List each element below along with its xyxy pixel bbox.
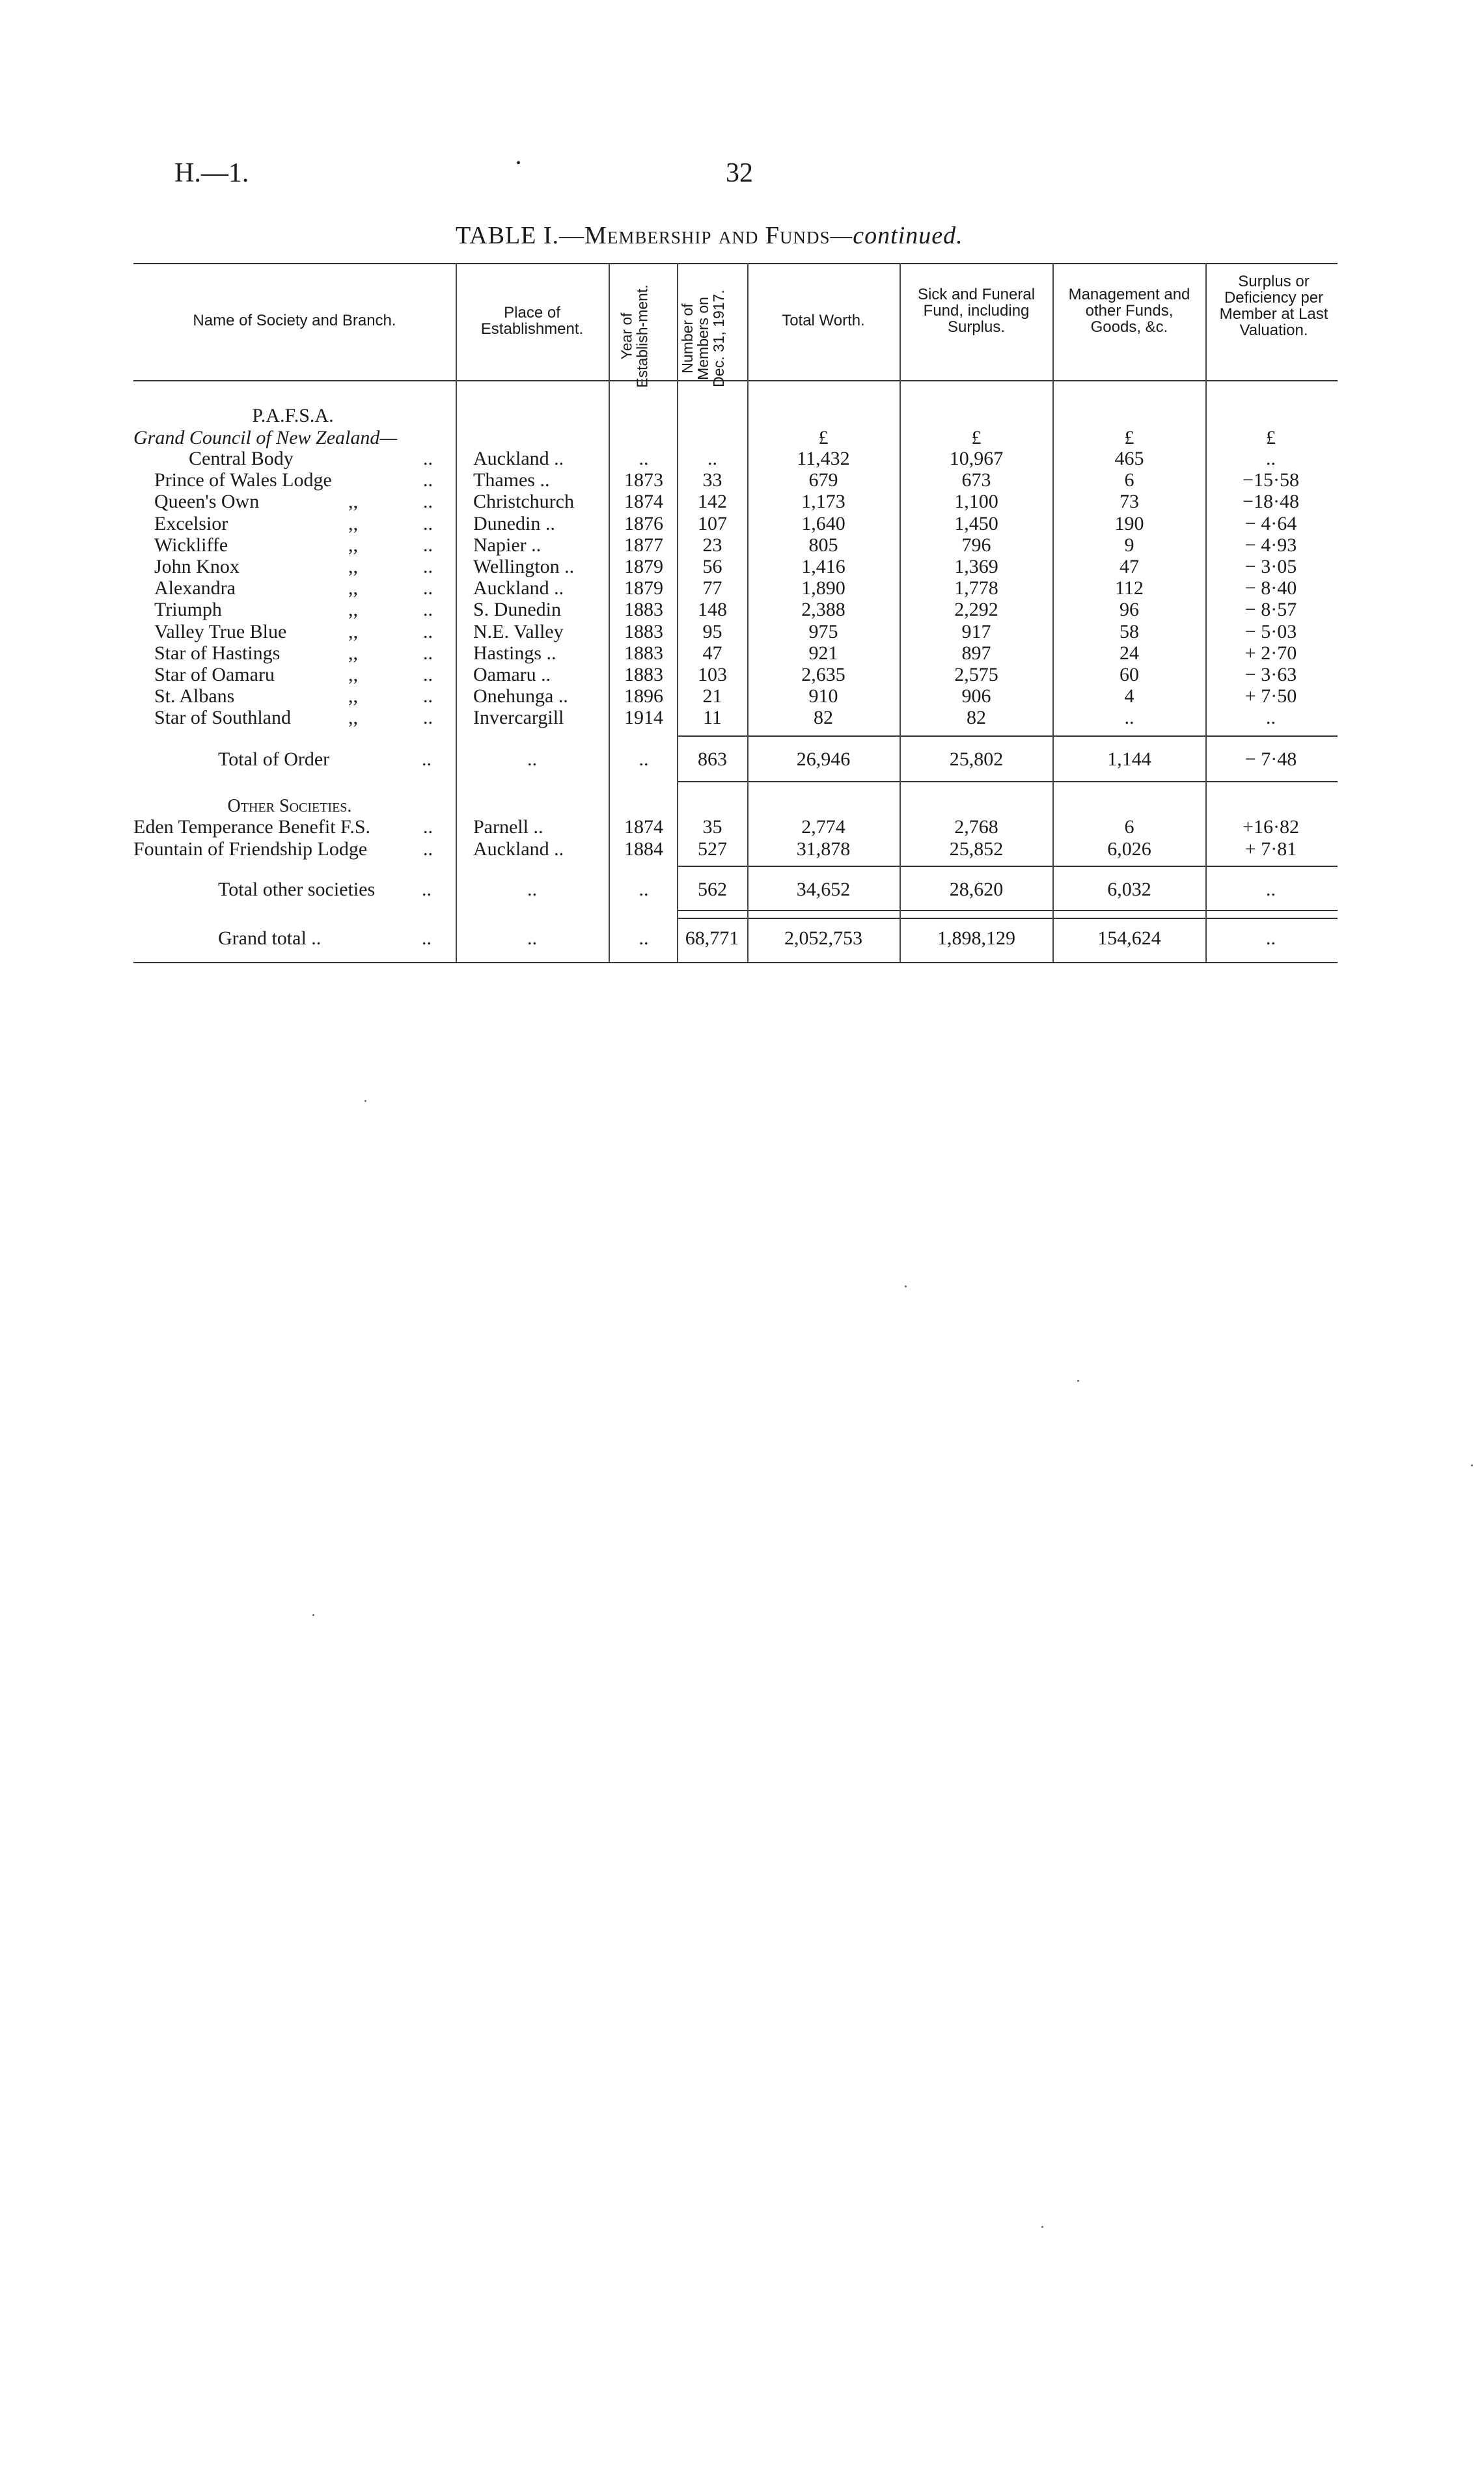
row-name: Star of Oamaru: [154, 664, 275, 685]
row-ditto: ,,: [348, 577, 358, 599]
row-total-worth: 805: [808, 534, 838, 556]
grand-total-label: Grand total ..: [218, 927, 322, 949]
row-surplus: ..: [1266, 707, 1276, 729]
rule-total-order-top: [677, 735, 1338, 737]
row-year: 1883: [624, 620, 663, 642]
col-divider-2: [609, 263, 610, 962]
row-name: Fountain of Friendship Lodge: [133, 838, 368, 860]
total-order-members: 863: [698, 748, 727, 770]
row-members: 95: [702, 620, 722, 642]
row-name: John Knox: [154, 556, 240, 577]
total-other-total-worth: 34,652: [796, 879, 851, 900]
row-members: 11: [703, 707, 722, 729]
grand-total-total-worth: 2,052,753: [784, 927, 862, 949]
header-name: Name of Society and Branch.: [193, 312, 396, 329]
currency-surplus: £: [1266, 427, 1276, 448]
row-management: 73: [1120, 491, 1139, 513]
col-divider-1: [456, 263, 457, 962]
row-surplus: +16·82: [1243, 816, 1299, 838]
row-year: 1877: [624, 534, 663, 556]
row-name: Valley True Blue: [154, 620, 287, 642]
print-mark: •: [516, 156, 521, 171]
grand-total-place: ..: [527, 927, 537, 949]
row-lead: ..: [423, 599, 433, 621]
total-order-place: ..: [527, 748, 537, 770]
row-name: Triumph: [154, 599, 222, 621]
grand-total-sick-fund: 1,898,129: [937, 927, 1015, 949]
row-total-worth: 2,774: [801, 816, 845, 838]
row-place: Auckland ..: [473, 448, 564, 469]
row-place: Wellington ..: [473, 556, 575, 577]
row-ditto: ,,: [348, 556, 358, 577]
row-lead: ..: [423, 512, 433, 534]
total-order-management: 1,144: [1107, 748, 1151, 770]
row-management: 190: [1114, 512, 1144, 534]
row-name: Central Body: [189, 448, 294, 469]
header-members: Number of Members on Dec. 31, 1917.: [679, 290, 727, 387]
row-year: 1876: [624, 512, 663, 534]
row-total-worth: 975: [808, 620, 838, 642]
row-total-worth: 11,432: [797, 448, 850, 469]
row-sick-fund: 673: [961, 469, 991, 491]
row-management: 96: [1120, 599, 1139, 621]
row-management: 112: [1115, 577, 1144, 599]
currency-management: £: [1124, 427, 1134, 448]
row-total-worth: 2,635: [801, 664, 845, 685]
currency-total-worth: £: [818, 427, 829, 448]
scan-speck: [312, 1614, 314, 1616]
total-order-lead: ..: [422, 748, 432, 770]
row-name: Wickliffe: [154, 534, 228, 556]
row-name: St. Albans: [154, 685, 235, 707]
row-sick-fund: 2,768: [954, 816, 998, 838]
row-place: S. Dunedin: [473, 599, 561, 621]
grand-total-management: 154,624: [1097, 927, 1161, 949]
header-management: Management and other Funds, Goods, &c.: [1068, 286, 1190, 336]
total-other-sick-fund: 28,620: [949, 879, 1004, 900]
row-year: 1879: [624, 556, 663, 577]
row-name: Star of Hastings: [154, 642, 281, 664]
row-year: 1914: [624, 707, 663, 729]
total-other-members: 562: [698, 879, 727, 900]
row-sick-fund: 1,450: [954, 512, 998, 534]
row-total-worth: 1,173: [801, 491, 845, 513]
row-ditto: ,,: [348, 707, 358, 729]
row-place: Onehunga ..: [473, 685, 568, 707]
row-year: 1874: [624, 491, 663, 513]
row-total-worth: 2,388: [801, 599, 845, 621]
row-name: Star of Southland: [154, 707, 291, 729]
total-other-label: Total other societies: [218, 879, 376, 900]
row-lead: ..: [423, 685, 433, 707]
row-members: 23: [702, 534, 722, 556]
row-members: 33: [702, 469, 722, 491]
row-place: Dunedin ..: [473, 512, 555, 534]
row-management: 24: [1120, 642, 1139, 664]
table-title-suffix: —continued.: [830, 222, 963, 249]
row-lead: ..: [423, 838, 433, 860]
row-place: N.E. Valley: [473, 620, 564, 642]
row-ditto: ,,: [348, 534, 358, 556]
row-year: 1883: [624, 664, 663, 685]
row-surplus: − 4·93: [1244, 534, 1297, 556]
row-ditto: ,,: [348, 620, 358, 642]
col-divider-5: [900, 263, 901, 962]
section-title-other: Other Societies.: [227, 796, 352, 816]
row-name: Excelsior: [154, 512, 228, 534]
section-title-pafsa: P.A.F.S.A.: [252, 405, 334, 426]
total-other-management: 6,032: [1107, 879, 1151, 900]
row-year: 1883: [624, 599, 663, 621]
scan-speck: [1471, 1464, 1473, 1466]
row-ditto: ,,: [348, 664, 358, 685]
row-surplus: − 4·64: [1244, 512, 1297, 534]
row-surplus: + 7·81: [1244, 838, 1297, 860]
total-other-lead: ..: [422, 879, 432, 900]
row-total-worth: 1,416: [801, 556, 845, 577]
row-lead: ..: [423, 642, 433, 664]
row-lead: ..: [423, 816, 433, 838]
page-number: 32: [726, 158, 753, 188]
row-total-worth: 1,890: [801, 577, 845, 599]
row-surplus: −15·58: [1243, 469, 1299, 491]
row-lead: ..: [423, 664, 433, 685]
row-surplus: ..: [1266, 448, 1276, 469]
grand-total-members: 68,771: [685, 927, 739, 949]
scan-speck: [364, 1100, 366, 1102]
rule-top: [133, 263, 1338, 264]
row-ditto: ,,: [348, 642, 358, 664]
row-members: 527: [698, 838, 727, 860]
currency-sick-fund: £: [971, 427, 982, 448]
row-sick-fund: 10,967: [949, 448, 1004, 469]
row-sick-fund: 2,292: [954, 599, 998, 621]
row-year: 1873: [624, 469, 663, 491]
row-surplus: − 3·05: [1244, 556, 1297, 577]
row-place: Auckland ..: [473, 838, 564, 860]
row-members: 56: [702, 556, 722, 577]
row-management: 465: [1114, 448, 1144, 469]
row-name: Eden Temperance Benefit F.S.: [133, 816, 370, 838]
row-management: 47: [1120, 556, 1139, 577]
row-lead: ..: [423, 620, 433, 642]
rule-total-other-top: [677, 866, 1338, 867]
row-place: Thames ..: [473, 469, 550, 491]
row-management: 6,026: [1107, 838, 1151, 860]
scan-speck: [1077, 1380, 1079, 1382]
total-other-year: ..: [639, 879, 649, 900]
row-lead: ..: [423, 534, 433, 556]
col-divider-3: [677, 263, 678, 962]
row-management: ..: [1124, 707, 1134, 729]
row-members: 35: [702, 816, 722, 838]
row-management: 6: [1124, 469, 1134, 491]
grand-total-lead: ..: [422, 927, 432, 949]
scan-speck: [1041, 2226, 1043, 2228]
col-divider-7: [1205, 263, 1207, 962]
row-surplus: −18·48: [1243, 491, 1299, 513]
row-lead: ..: [423, 469, 433, 491]
row-management: 58: [1120, 620, 1139, 642]
header-sick-fund: Sick and Funeral Fund, including Surplus.: [917, 286, 1036, 336]
rule-grand-total-top: [677, 918, 1338, 919]
page-reference: H.—1.: [174, 158, 249, 188]
row-sick-fund: 796: [961, 534, 991, 556]
row-total-worth: 910: [808, 685, 838, 707]
row-place: Hastings ..: [473, 642, 556, 664]
row-lead: ..: [423, 491, 433, 513]
row-sick-fund: 2,575: [954, 664, 998, 685]
row-place: Invercargill: [473, 707, 564, 729]
row-place: Napier ..: [473, 534, 542, 556]
row-members: 77: [702, 577, 722, 599]
row-sick-fund: 906: [961, 685, 991, 707]
row-lead: ..: [423, 707, 433, 729]
row-sick-fund: 1,369: [954, 556, 998, 577]
row-total-worth: 679: [808, 469, 838, 491]
total-other-place: ..: [527, 879, 537, 900]
row-members: 148: [698, 599, 727, 621]
total-other-surplus: ..: [1266, 879, 1276, 900]
row-surplus: − 3·63: [1244, 664, 1297, 685]
header-surplus: Surplus or Deficiency per Member at Last Valuation.: [1219, 273, 1328, 339]
row-year: 1884: [624, 838, 663, 860]
row-ditto: ,,: [348, 599, 358, 621]
total-order-label: Total of Order: [218, 748, 330, 770]
rule-total-other-bottom: [677, 910, 1338, 911]
section-subtitle-pafsa: Grand Council of New Zealand—: [133, 427, 398, 448]
row-lead: ..: [423, 556, 433, 577]
row-sick-fund: 25,852: [949, 838, 1004, 860]
header-year: Year of Establish-ment.: [618, 284, 651, 388]
row-name: Prince of Wales Lodge: [154, 469, 332, 491]
row-name: Queen's Own: [154, 491, 260, 513]
row-lead: ..: [423, 577, 433, 599]
row-place: Oamaru ..: [473, 664, 551, 685]
row-surplus: − 8·40: [1244, 577, 1297, 599]
header-total-worth: Total Worth.: [782, 312, 865, 329]
row-management: 60: [1120, 664, 1139, 685]
row-place: Parnell ..: [473, 816, 543, 838]
row-management: 4: [1124, 685, 1134, 707]
row-year: 1896: [624, 685, 663, 707]
row-sick-fund: 1,100: [954, 491, 998, 513]
row-members: 103: [698, 664, 727, 685]
scan-speck: [905, 1285, 907, 1287]
row-surplus: − 8·57: [1244, 599, 1297, 621]
row-year: 1879: [624, 577, 663, 599]
row-ditto: ,,: [348, 512, 358, 534]
row-ditto: ,,: [348, 685, 358, 707]
table-title-main: Membership and Funds: [584, 222, 831, 249]
table-title: [456, 221, 963, 250]
row-members: 142: [698, 491, 727, 513]
row-surplus: − 5·03: [1244, 620, 1297, 642]
row-lead: ..: [423, 448, 433, 469]
row-management: 6: [1124, 816, 1134, 838]
row-total-worth: 31,878: [796, 838, 851, 860]
row-name: Alexandra: [154, 577, 236, 599]
row-members: ..: [708, 448, 717, 469]
row-place: Christchurch: [473, 491, 574, 513]
row-place: Auckland ..: [473, 577, 564, 599]
table-title-prefix: TABLE I.—: [456, 222, 585, 249]
row-sick-fund: 917: [961, 620, 991, 642]
row-members: 21: [702, 685, 722, 707]
row-year: 1874: [624, 816, 663, 838]
row-ditto: ,,: [348, 491, 358, 513]
row-total-worth: 1,640: [801, 512, 845, 534]
grand-total-year: ..: [639, 927, 649, 949]
row-sick-fund: 1,778: [954, 577, 998, 599]
row-sick-fund: 82: [967, 707, 986, 729]
row-members: 47: [702, 642, 722, 664]
row-year: 1883: [624, 642, 663, 664]
col-divider-6: [1052, 263, 1054, 962]
row-sick-fund: 897: [961, 642, 991, 664]
row-year: ..: [639, 448, 649, 469]
row-management: 9: [1124, 534, 1134, 556]
row-surplus: + 2·70: [1244, 642, 1297, 664]
row-total-worth: 921: [808, 642, 838, 664]
total-order-total-worth: 26,946: [796, 748, 851, 770]
rule-total-order-bottom: [677, 781, 1338, 782]
grand-total-surplus: ..: [1266, 927, 1276, 949]
header-place: Place of Establishment.: [480, 304, 584, 338]
rule-bottom: [133, 962, 1338, 963]
total-order-sick-fund: 25,802: [949, 748, 1004, 770]
total-order-surplus: − 7·48: [1244, 748, 1297, 770]
row-total-worth: 82: [814, 707, 833, 729]
row-members: 107: [698, 512, 727, 534]
total-order-year: ..: [639, 748, 649, 770]
row-surplus: + 7·50: [1244, 685, 1297, 707]
